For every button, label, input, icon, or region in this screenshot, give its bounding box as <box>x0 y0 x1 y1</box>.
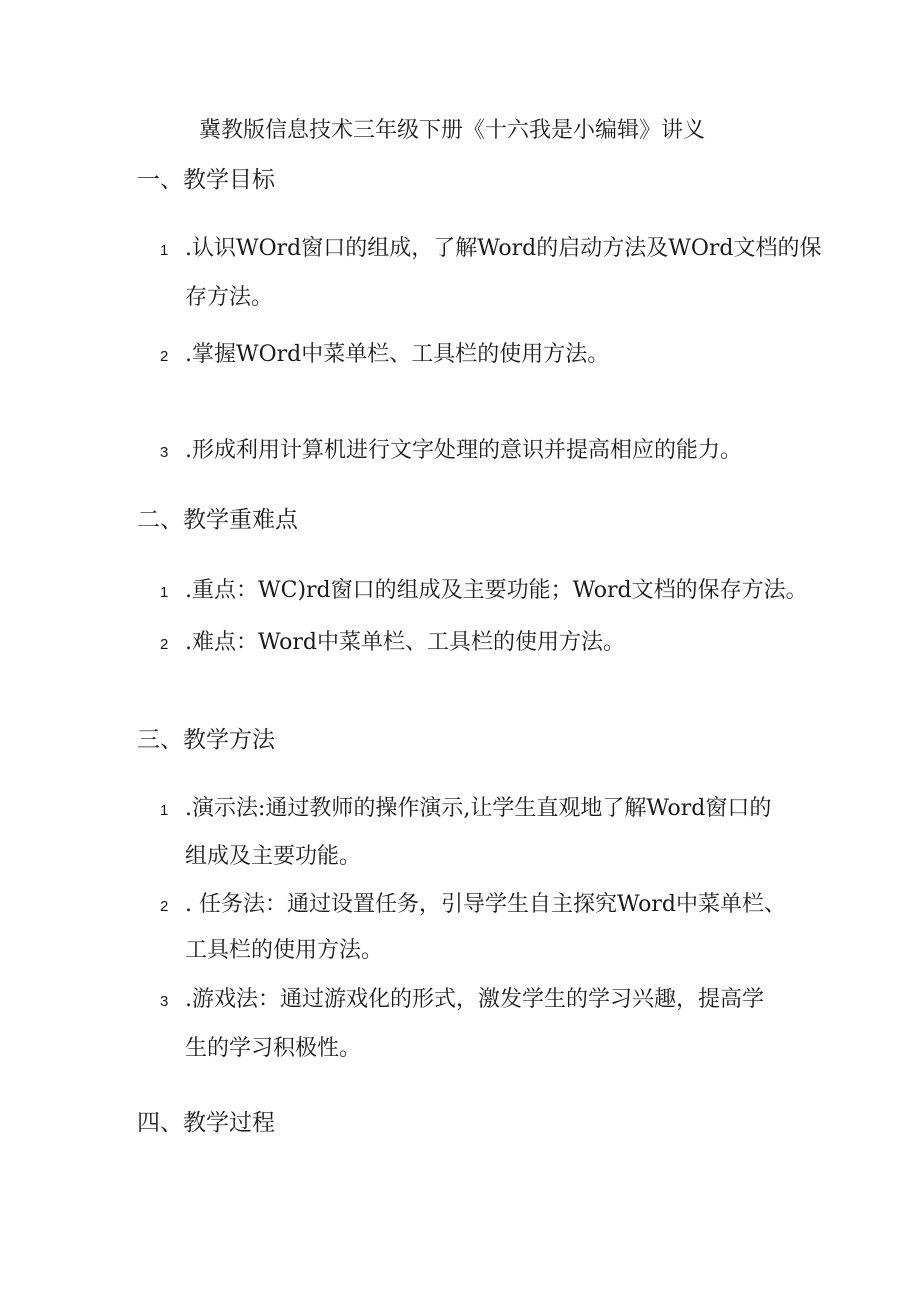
list-item-number: 1 <box>160 802 169 819</box>
list-item-number: 1 <box>160 584 169 601</box>
list-item-number: 3 <box>160 993 169 1010</box>
list-item-text: .难点：Word中菜单栏、工具栏的使用方法。 <box>185 630 625 655</box>
list-item-text-continued: 生的学习积极性。 <box>185 1036 362 1061</box>
list-item-number: 3 <box>160 444 169 461</box>
list-item-text: .演示法:通过教师的操作演示,让学生直观地了解Word窗口的 <box>185 796 772 821</box>
list-item-text: .形成利用计算机进行文字处理的意识并提高相应的能力。 <box>185 438 742 463</box>
list-item-text: .认识WOrd窗口的组成，了解Word的启动方法及WOrd文档的保 <box>185 236 822 261</box>
section-heading-objectives: 一、教学目标 <box>137 167 275 193</box>
list-item-text-continued: 工具栏的使用方法。 <box>185 938 384 963</box>
list-item-number: 2 <box>160 636 169 653</box>
list-item-text: . 任务法：通过设置任务，引导学生自主探究Word中菜单栏、 <box>185 892 786 917</box>
section-heading-process: 四、教学过程 <box>137 1110 275 1136</box>
section-heading-methods: 三、教学方法 <box>137 727 275 753</box>
list-item-text: .重点：WC)rd窗口的组成及主要功能；Word文档的保存方法。 <box>185 578 808 603</box>
list-item-text-continued: 存方法。 <box>185 285 274 310</box>
document-title: 冀教版信息技术三年级下册《十六我是小编辑》讲义 <box>199 118 706 143</box>
list-item-text: .掌握WOrd中菜单栏、工具栏的使用方法。 <box>185 342 610 367</box>
list-item-number: 2 <box>160 348 169 365</box>
list-item-text-continued: 组成及主要功能。 <box>185 844 362 869</box>
list-item-number: 2 <box>160 898 169 915</box>
list-item-text: .游戏法：通过游戏化的形式，激发学生的学习兴趣，提高学 <box>185 987 764 1012</box>
section-heading-key-points: 二、教学重难点 <box>137 507 298 533</box>
list-item-number: 1 <box>160 242 169 259</box>
